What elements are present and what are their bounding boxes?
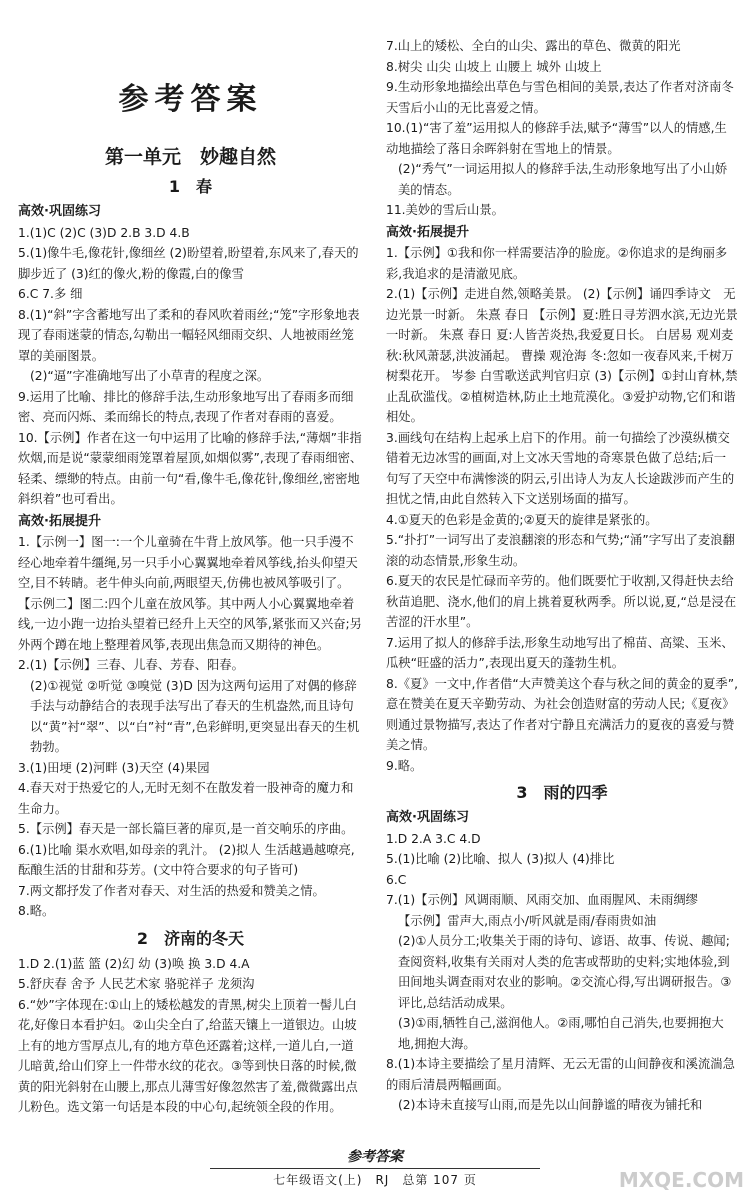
lesson-heading: 3 雨的四季	[516, 783, 608, 802]
section-heading: 高效·巩固练习	[18, 204, 101, 219]
left-column	[18, 0, 363, 1118]
answer-line: 1.【示例】①我和你一样需要洁净的脸庞。②你追求的是绚丽多彩,我追求的是清澈见底。	[386, 246, 728, 281]
section-heading: 高效·拓展提升	[18, 513, 101, 529]
footer-title: 参考答案	[347, 1149, 403, 1165]
answer-line: 8.(1)“斜”字含蓄地写出了柔和的春风吹着雨丝;“笼”字形象地表现了春雨迷蒙的情态,勾勒出一幅轻风细雨交织、人地被雨丝笼罩的美丽图景。	[18, 307, 360, 363]
page-title: 参考答案	[118, 82, 263, 117]
answer-line: 5.“扑打”一词写出了麦浪翻滚的形态和气势;“涌”字写出了麦浪翻滚的动态情景,形象生动。	[386, 533, 735, 568]
lesson-heading: 1 春	[168, 177, 213, 196]
answer-line: 1.(1)C (2)C (3)D 2.B 3.D 4.B	[18, 225, 190, 240]
answer-line: 10.【示例】作者在这一句中运用了比喻的修辞手法,“薄烟”非指炊烟,而是说“蒙蒙细雨笼罩着屋顶,如烟似雾”,表现了春雨细密、轻柔、缥缈的特点。由前一句“看,像牛毛,像花针,像细丝,密密地斜织着”也可看出。	[18, 430, 363, 506]
answer-line: (2)①人员分工;收集关于雨的诗句、谚语、故事、传说、趣闻;查阅资料,收集有关雨对人类的危害或帮助的史料;实地体验,到田间地头调查雨对农业的影响。②交流心得,写出调研报告。③评比,总结活动成果。	[398, 934, 732, 1010]
answer-line: 3.画线句在结构上起承上启下的作用。前一句描绘了沙漠纵横交错着无边冰雪的画面,对上文冰天雪地的奇寒景色做了总结;后一句写了天空中布满惨淡的阴云,引出诗人为友人长途跋涉而产生的担忧之情,由此自然转入下文送别场面的描写。	[386, 430, 735, 506]
answer-line: 5.(1)比喻 (2)比喻、拟人 (3)拟人 (4)排比	[386, 852, 615, 866]
answer-line: 5.(1)像牛毛,像花针,像细丝 (2)盼望着,盼望着,东风来了,春天的脚步近了 (3)红的像火,粉的像霞,白的像雪	[18, 246, 359, 281]
answer-line: 4.春天对于热爱它的人,无时无刻不在散发着一股神奇的魔力和生命力。	[18, 781, 354, 816]
answer-line: 11.美妙的雪后山景。	[386, 203, 504, 217]
unit-heading: 第一单元 妙趣自然	[104, 146, 276, 168]
answer-line: 3.(1)田埂 (2)河畔 (3)天空 (4)果园	[18, 760, 210, 775]
answer-line: 5.舒庆春 舍予 人民艺术家 骆驼祥子 龙须沟	[18, 977, 255, 991]
answer-line: 7.山上的矮松、全白的山尖、露出的草色、微黄的阳光	[386, 39, 681, 53]
answer-line: 4.①夏天的色彩是金黄的;②夏天的旋律是紧张的。	[386, 512, 658, 527]
answer-line: 7.(1)【示例】风调雨顺、风雨交加、血雨腥风、未雨绸缪	[386, 893, 698, 907]
answer-line: 8.(1)本诗主要描绘了星月清辉、无云无雷的山间静夜和溪流湍急的雨后清晨两幅画面。	[386, 1057, 735, 1092]
answer-line: 10.(1)“害了羞”运用拟人的修辞手法,赋予“薄雪”以人的情感,生动地描绘了落日余晖斜射在雪地上的情景。	[386, 121, 727, 156]
answer-line: 1.D 2.(1)蓝 篮 (2)幻 幼 (3)唤 换 3.D 4.A	[18, 956, 250, 971]
right-column	[386, 36, 738, 1116]
footer-divider	[210, 1168, 540, 1169]
answer-line: 5.【示例】春天是一部长篇巨著的扉页,是一首交响乐的序曲。	[18, 822, 354, 836]
answer-line: (3)①雨,牺牲自己,滋润他人。②雨,哪怕自己消失,也要拥抱大地,拥抱大海。	[398, 1016, 724, 1051]
lesson-heading: 2 济南的冬天	[136, 928, 245, 948]
answer-line: 7.运用了拟人的修辞手法,形象生动地写出了棉苗、高粱、玉米、瓜秧“旺盛的活力”,表现出夏天的蓬勃生机。	[386, 635, 734, 670]
answer-line: 6.夏天的农民是忙碌而辛劳的。他们既要忙于收割,又得赶快去给秋苗追肥、浇水,他们的肩上挑着夏秋两季。所以说,夏,“总是浸在苦涩的汗水里”。	[386, 574, 737, 629]
answer-line: 9.生动形象地描绘出草色与雪色相间的美景,表达了作者对济南冬天雪后小山的无比喜爱之情。	[386, 80, 734, 115]
answer-line: (2)①视觉 ②听觉 ③嗅觉 (3)D 因为这两句运用了对偶的修辞手法与动静结合的表现手法写出了春天的生机盎然,而且诗句以“黄”衬“翠”、以“白”衬“青”,色彩鲜明,更突显出春天的生机勃勃。	[30, 678, 360, 754]
section-heading: 高效·巩固练习	[386, 810, 469, 825]
answer-line: (2)“秀气”一词运用拟人的修辞手法,生动形象地写出了小山娇美的情态。	[398, 162, 728, 197]
answer-line: 9.运用了比喻、排比的修辞手法,生动形象地写出了春雨多而细密、亮而闪烁、柔而绵长的特点,表现了作者对春雨的喜爱。	[18, 389, 354, 424]
answer-line: 9.略。	[386, 758, 423, 773]
answer-line: 2.(1)【示例】三春、儿春、芳春、阳春。	[18, 658, 244, 672]
answer-line: 1.D 2.A 3.C 4.D	[386, 831, 481, 846]
answer-line: 8.树尖 山尖 山坡上 山腰上 城外 山坡上	[386, 59, 602, 74]
answer-line: 6.“妙”字体现在:①山上的矮松越发的青黑,树尖上顶着一髻儿白花,好像日本看护妇。②山尖全白了,给蓝天镶上一道银边。山坡上有的地方雪厚点儿,有的地方草色还露着;这样,一道儿白,一道儿暗黄,给山们穿上一件带水纹的花衣。③等到快日落的时候,微黄的阳光斜射在山腰上,那点儿薄雪好像忽然害了羞,微微露出点儿粉色。选文第一句话是本段的中心句,起统领全段的作用。	[18, 997, 358, 1114]
answer-line: 1.【示例一】图一:一个儿童骑在牛背上放风筝。他一只手漫不经心地牵着牛缰绳,另一只手小心翼翼地牵着风筝线,抬头仰望天空,目不转睛。老牛伸头向前,两眼望天,仿佛也被风筝吸引了。【示例二】图二:四个儿童在放风筝。其中两人小心翼翼地牵着线,一边小跑一边抬头望着已经升上天空的风筝,紧张而又兴奋;另外两个蹲在地上整理着风筝,表现出焦急而又期待的神色。	[18, 535, 362, 652]
answer-line: 8.略。	[18, 904, 55, 918]
answer-line: 8.《夏》一文中,作者借“大声赞美这个春与秋之间的黄金的夏季”,意在赞美在夏天辛勤劳动、为社会创造财富的劳动人民;《夏夜》则通过景物描写,表达了作者对宁静且充满活力的夏夜的喜爱与赞美之情。	[386, 676, 739, 752]
section-heading: 高效·拓展提升	[386, 224, 469, 240]
answer-line: (2)“逼”字准确地写出了小草青的程度之深。	[30, 369, 270, 383]
answer-line: 6.(1)比喻 渠水欢唱,如母亲的乳汁。 (2)拟人 生活越過越嘹亮,酝酿生活的甘甜和芬芳。(文中符合要求的句子皆可)	[18, 842, 355, 877]
answer-line: 7.两文都抒发了作者对春天、对生活的热爱和赞美之情。	[18, 883, 325, 898]
watermark: MXQE.COM	[618, 1168, 744, 1192]
footer-page-info: 七年级语文(上) RJ 总第 107 页	[273, 1173, 477, 1187]
answer-line: 2.(1)【示例】走进自然,领略美景。 (2)【示例】诵四季诗文 无边光景一时新。 朱熹 春日 【示例】夏:胜日寻芳泗水滨,无边光景一时新。 朱熹 春日 夏:人皆苦炎热,我爱夏日长。 白居易 观刈麦 秋:秋风萧瑟,洪波涌起。 曹操 观沧海 冬:忽如一夜春风来,千树万树梨花开。 岑参 白雪歌送武判官归京 (3)【示例】①封山育林,禁止乱砍滥伐。②植树造林,防止土地荒漠化。③爱护动物,它们和谐相处。	[386, 287, 738, 424]
answer-line: 6.C 7.多 细	[18, 287, 83, 301]
answer-line: 6.C	[386, 872, 407, 887]
answer-line: (2)本诗未直接写山雨,而是先以山间静谧的晴夜为铺托和	[398, 1098, 703, 1112]
answer-line: 【示例】雷声大,雨点小/听风就是雨/春雨贵如油	[398, 913, 657, 928]
